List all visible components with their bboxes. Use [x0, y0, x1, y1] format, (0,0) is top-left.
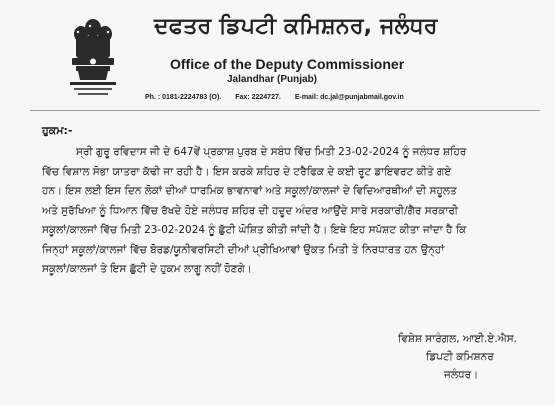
- signatory-name: ਵਿਸ਼ੇਸ਼ ਸਾਰੰਗਲ, ਆਈ.ਏ.ਐਸ.: [398, 333, 518, 345]
- national-emblem-icon: [62, 14, 124, 100]
- order-line: ਜਿਨ੍ਹਾਂ ਸਕੂਲਾਂ/ਕਾਲਜਾਂ ਵਿੱਚ ਬੋਰਡ/ਯੂਨੀਵਰਸਿਟੀ ਦੀਆਂ ਪ੍ਰੀਖਿਆਵਾਂ ਉਕਤ ਮਿਤੀ ਤੇ ਨਿਰਧਾਰਤ ਹਨ ਉਨ੍ਹਾਂ: [42, 243, 445, 256]
- order-heading: ਹੁਕਮ:-: [42, 124, 73, 137]
- signatory-designation: ਡਿਪਟੀ ਕਮਿਸ਼ਨਰ: [426, 351, 494, 363]
- order-line: ਹਨ। ਇਸ ਲਈ ਇਸ ਦਿਨ ਲੋਕਾਂ ਦੀਆਂ ਧਾਰਮਿਕ ਭਾਵਨਾਵਾਂ ਅਤੇ ਸਕੂਲਾਂ/ਕਾਲਜਾਂ ਦੇ ਵਿਦਿਆਰਥੀਆਂ ਦੀ ਸਹੂਲਤ: [42, 185, 457, 197]
- order-line: ਸ੍ਰੀ ਗੁਰੂ ਰਵਿਦਾਸ ਜੀ ਦੇ 647ਵੇਂ ਪ੍ਰਕਾਸ਼ ਪੁਰਬ ਦੇ ਸਬੰਧ ਵਿੱਚ ਮਿਤੀ 23-02-2024 ਨੂੰ ਜਲੰਧਰ ਸ਼ਹਿਰ: [76, 146, 467, 158]
- office-title-punjabi: ਦਫਤਰ ਡਿਪਟੀ ਕਮਿਸ਼ਨਰ, ਜਲੰਧਰ: [154, 14, 438, 39]
- order-line: ਸਕੂਲਾਂ/ਕਾਲਜਾਂ ਤੇ ਇਸ ਛੁੱਟੀ ਦੇ ਹੁਕਮ ਲਾਗੂ ਨਹੀਂ ਹੋਣਗੇ।: [42, 263, 252, 275]
- email-address: E-mail: dc.jal@punjabmail.gov.in: [294, 94, 404, 101]
- order-line: ਅਤੇ ਸੁਰੱਖਿਆ ਨੂੰ ਧਿਆਨ ਵਿੱਚ ਰੱਖਦੇ ਹੋਏ ਜਲੰਧਰ ਸ਼ਹਿਰ ਦੀ ਹਦੂਦ ਅੰਦਰ ਆਉਂਦੇ ਸਾਰੇ ਸਰਕਾਰੀ/ਗੈਰ ਸਰਕਾਰੀ: [42, 204, 459, 217]
- office-location: Jalandhar (Punjab): [227, 74, 318, 85]
- phone-number: Ph. : 0181-2224783 (O).: [145, 94, 222, 101]
- order-line: ਵਿੱਚ ਵਿਸ਼ਾਲ ਸੋਭਾ ਯਾਤਰਾ ਕੱਢੀ ਜਾ ਰਹੀ ਹੈ। ਇਸ ਕਰਕੇ ਸ਼ਹਿਰ ਦੇ ਟਰੈਫਿਕ ਦੇ ਕਈ ਰੂਟ ਡਾਇਵਰਟ ਕੀਤੇ ਗਏ: [42, 165, 452, 178]
- office-title-english: Office of the Deputy Commissioner: [170, 56, 405, 72]
- signatory-place: ਜਲੰਧਰ।: [444, 369, 479, 381]
- order-body: [42, 143, 538, 280]
- signature-block: [398, 330, 548, 384]
- letterhead-divider: [30, 110, 540, 111]
- contact-line: [145, 94, 475, 101]
- order-line: ਸਕੂਲਾਂ/ਕਾਲਜਾਂ ਵਿੱਚ ਮਿਤੀ 23-02-2024 ਨੂੰ ਛੁੱਟੀ ਘੋਸ਼ਿਤ ਕੀਤੀ ਜਾਂਦੀ ਹੈ। ਇਥੇ ਇਹ ਸਪੱਸ਼ਟ ਕੀਤਾ ਜਾਂਦਾ ਹੈ ਕਿ: [42, 224, 467, 236]
- fax-number: Fax: 2224727.: [235, 94, 281, 101]
